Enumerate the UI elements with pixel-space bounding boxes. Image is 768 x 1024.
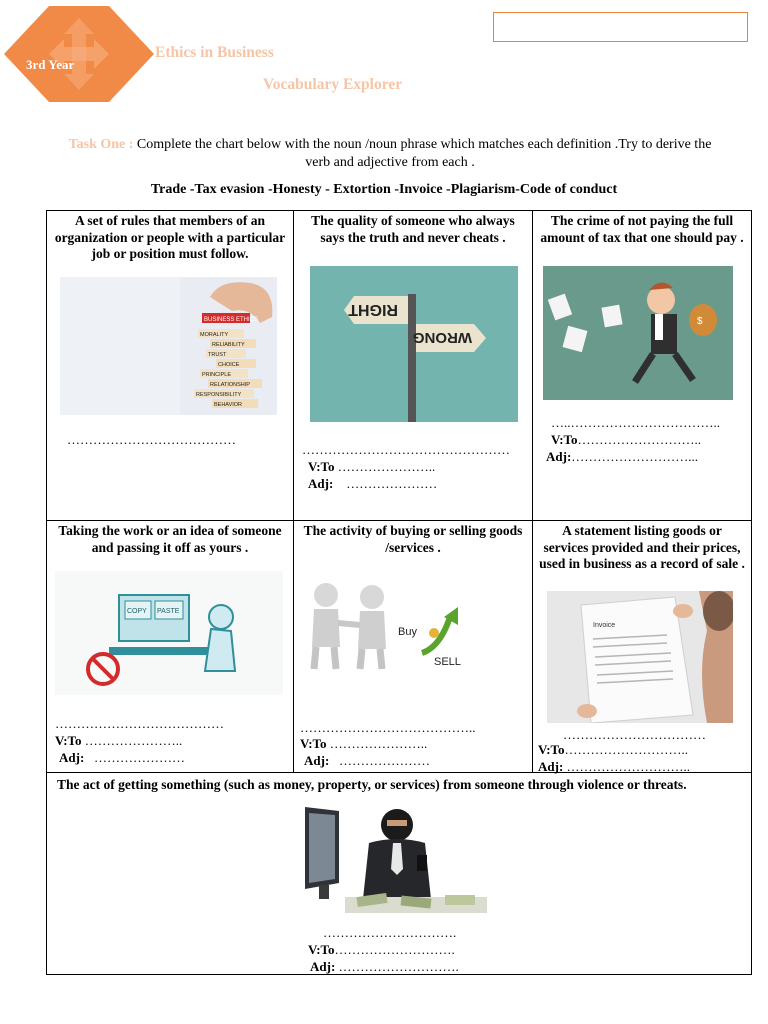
noun-answer-line[interactable]: …………………………. bbox=[323, 925, 457, 940]
block-label: CHOICE bbox=[218, 362, 240, 368]
adj-dots: ……………………….. bbox=[566, 759, 691, 774]
adj-dots: ………………………... bbox=[571, 449, 699, 464]
block-label: BEHAVIOR bbox=[214, 402, 243, 408]
cell-trade bbox=[294, 521, 533, 773]
adj-dots: ………………… bbox=[94, 750, 186, 765]
tax-evasion-cartoon-image bbox=[543, 266, 733, 400]
block-label: RELIABILITY bbox=[212, 342, 245, 348]
verb-dots: ………………….. bbox=[84, 733, 183, 748]
sign-wrong-text: WRONG bbox=[412, 329, 472, 346]
adj-answer-line[interactable] bbox=[308, 475, 437, 492]
paste-label: PASTE bbox=[157, 608, 180, 615]
ethics-blocks-image bbox=[60, 277, 277, 415]
definition-text: Taking the work or an idea of someone and passing it off as yours . bbox=[58, 523, 282, 555]
verb-answer-line[interactable] bbox=[300, 735, 427, 752]
definition-text: The activity of buying or selling goods /services . bbox=[303, 523, 523, 555]
adj-answer-line[interactable] bbox=[546, 448, 698, 465]
noun-answer-line[interactable]: ………………………………… bbox=[55, 716, 224, 731]
worksheet-title: Vocabulary Explorer bbox=[263, 76, 403, 93]
task-text: Complete the chart below with the noun /noun phrase which matches each definition .Try to derive the verb and adjective from each . bbox=[136, 137, 712, 170]
sign-right-text: RIGHT bbox=[348, 301, 398, 318]
definition-text: The act of getting something (such as money, property, or services) from someone through violence or threats. bbox=[57, 777, 687, 792]
block-label: MORALITY bbox=[200, 332, 229, 338]
verb-label: V:To bbox=[55, 733, 82, 748]
definition-text: A statement listing goods or services provided and their prices, used in business as a record of sale . bbox=[539, 523, 745, 571]
verb-answer-line[interactable] bbox=[308, 458, 435, 475]
adj-label: Adj: bbox=[310, 959, 336, 974]
noun-answer-line[interactable]: ………………………………………… bbox=[302, 442, 510, 457]
definition-text: The crime of not paying the full amount of tax that one should pay . bbox=[540, 213, 744, 245]
signpost-image bbox=[310, 266, 518, 422]
block-label: PRINCIPLE bbox=[202, 372, 232, 378]
year-badge-logo bbox=[4, 6, 154, 102]
block-label: BUSINESS ETHICS bbox=[204, 317, 259, 323]
task-instruction bbox=[60, 136, 720, 172]
verb-answer-line[interactable] bbox=[551, 431, 701, 448]
verb-dots: ……………………….. bbox=[577, 432, 702, 447]
block-label: TRUST bbox=[208, 352, 227, 358]
adj-label: Adj: bbox=[538, 759, 564, 774]
invoice-image bbox=[547, 591, 733, 723]
year-badge-text: 3rd Year bbox=[26, 57, 75, 72]
verb-dots: ………………….. bbox=[337, 459, 436, 474]
verb-dots: ………………….. bbox=[329, 736, 428, 751]
block-label: RELATIONSHIP bbox=[210, 382, 250, 388]
verb-label: V:To bbox=[308, 942, 335, 957]
block-label: RESPONSIBILITY bbox=[196, 392, 242, 398]
word-bank: Trade -Tax evasion -Honesty - Extortion -Invoice -Plagiarism-Code of conduct bbox=[150, 182, 618, 197]
verb-dots: ………………………. bbox=[334, 942, 455, 957]
cell-invoice bbox=[533, 521, 752, 773]
noun-answer-line[interactable]: ………………………………… bbox=[67, 432, 236, 447]
definition-text: The quality of someone who always says the truth and never cheats . bbox=[311, 213, 515, 245]
cell-honesty bbox=[294, 211, 533, 521]
verb-label: V:To bbox=[551, 432, 578, 447]
noun-answer-line[interactable]: ………………………………….. bbox=[300, 720, 476, 735]
verb-answer-line[interactable] bbox=[55, 732, 182, 749]
adj-label: Adj: bbox=[546, 449, 572, 464]
adj-answer-line[interactable] bbox=[304, 752, 430, 769]
cell-tax-evasion bbox=[533, 211, 752, 521]
cell-plagiarism bbox=[47, 521, 294, 773]
copy-label: COPY bbox=[127, 608, 147, 615]
noun-answer-line[interactable]: …………………………… bbox=[563, 727, 706, 742]
definition-text: A set of rules that members of an organization or people with a particular job or position must follow. bbox=[54, 213, 286, 261]
extortion-image bbox=[305, 799, 487, 913]
noun-answer-line[interactable]: …..…………………………….. bbox=[551, 415, 720, 430]
cell-extortion bbox=[47, 773, 752, 975]
verb-answer-line[interactable] bbox=[538, 741, 688, 758]
plagiarism-image bbox=[55, 571, 283, 695]
trade-handshake-image bbox=[300, 577, 480, 671]
cell-code-of-conduct bbox=[47, 211, 294, 521]
student-name-box[interactable] bbox=[493, 12, 748, 42]
sell-label: SELL bbox=[434, 656, 461, 668]
octagon-arrow-icon bbox=[4, 6, 154, 102]
adj-dots: ………………… bbox=[346, 476, 438, 491]
adj-dots: ………………………. bbox=[338, 959, 459, 974]
verb-label: V:To bbox=[308, 459, 335, 474]
course-title: Ethics in Business bbox=[155, 44, 274, 61]
buy-label: Buy bbox=[398, 626, 417, 638]
adj-answer-line[interactable] bbox=[310, 958, 459, 975]
vocabulary-chart bbox=[46, 210, 752, 975]
task-label: Task One : bbox=[68, 137, 134, 152]
verb-answer-line[interactable] bbox=[308, 941, 455, 958]
verb-label: V:To bbox=[538, 742, 565, 757]
adj-label: Adj: bbox=[59, 750, 85, 765]
verb-label: V:To bbox=[300, 736, 327, 751]
adj-answer-line[interactable] bbox=[59, 749, 185, 766]
adj-label: Adj: bbox=[304, 753, 330, 768]
adj-label: Adj: bbox=[308, 476, 334, 491]
adj-dots: ………………… bbox=[339, 753, 431, 768]
invoice-label: Invoice bbox=[593, 622, 616, 629]
svg-text:$: $ bbox=[697, 316, 703, 327]
verb-dots: ……………………….. bbox=[564, 742, 689, 757]
